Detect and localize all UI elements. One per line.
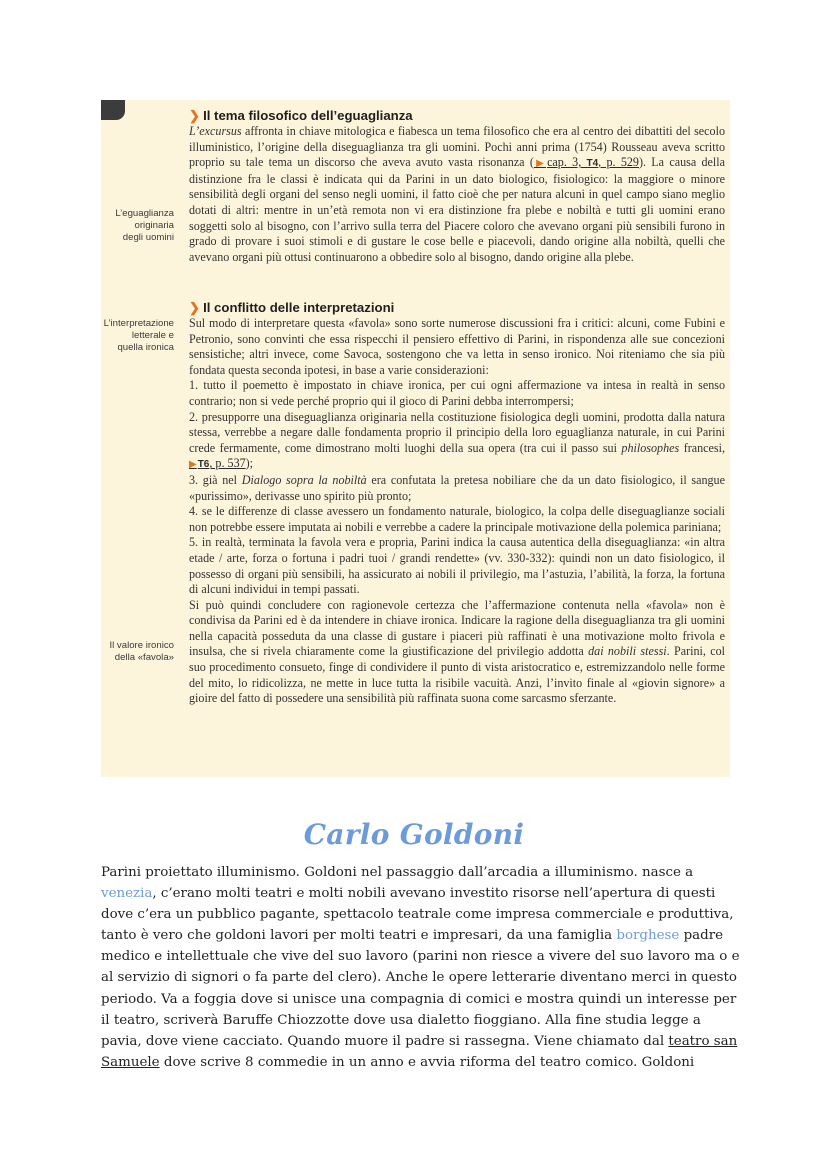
notes-line: Samuele dove scrive 8 commedie in un anno e avvia riforma del teatro comico. Goldoni (101, 1054, 695, 1070)
margin-note-ironic-value: Il valore ironico della «favola» (109, 640, 174, 663)
notes-line: medico e intellettuale che vive del suo lavoro (parini non riesce a vivere del suo lavoro ma o e (101, 949, 740, 965)
notes-line: dove c’era un pubblico pagante, spettacolo teatrale come impresa commerciale e produttiva, (101, 907, 734, 923)
section-title-interpretations: ❯ Il conflitto delle interpretazioni (189, 300, 395, 315)
notes-line: il teatro, scriverà Baruffe Chiozzotte dove usa dialetto fioggiano. Alla fine studia legge a (101, 1012, 701, 1028)
textbook-panel (101, 100, 730, 777)
chevron-right-icon: ❯ (189, 108, 201, 123)
section-equality (189, 107, 725, 265)
notes-line: tanto è vero che goldoni lavori per molti teatri e impresari, da una famiglia borghese padre (101, 928, 724, 944)
notes-body (101, 862, 740, 1073)
highlight-venezia: venezia (101, 886, 153, 902)
paragraph-equality: L’excursus affronta in chiave mitologica e fiabesca un tema filosofico che era al centro dei dibattiti del secolo illuministico, l’origine della diseguaglianza tra gli uomini. Pochi anni prima (1754) Rousseau aveva scritto proprio su tale tema un discorso che aveva avuto vasta risonanza (▶cap. 3, T4, p. 529). La causa della distinzione fra le classi è indicata qui da Parini in un dato biologico, fisiologico: la maggiore o minore sensibilità degli organi del senso negli uomini, il fatto cioè che per natura alcuni in quel campo siano meglio dotati di altri: mentre in un’età remota non vi era distinzione fra plebe e nobiltà e tutti gli uomini erano soggetti solo al bisogno, con l’arrivo sulla terra del Piacere coloro che avevano organi più sensibili furono in grado di provare i suoi stimoli e di gustare le cose belle e piacevoli, dando origine alla nobiltà, quelli che avevano organi più ottusi continuarono a obbedire solo al bisogno, dando origine alla plebe. (189, 124, 725, 264)
list-item-2: 2. presupporre una diseguaglianza originaria nella costituzione fisiologica degli uomini, prodotta dalla natura stessa, verrebbe a negare dalle fondamenta proprio il principio della loro eguaglianza naturale, in cui Parini crede fermamente, come dimostrano molti luoghi della sua opera (tra cui il passo sui philosophes francesi, ▶T6, p. 537); (189, 409, 725, 471)
section-interpretations (189, 299, 725, 707)
paragraph-conclusion: Si può quindi concludere con ragionevole certezza che l’affermazione contenuta nella «favola» non è condivisa da Parini ed è da intendere in chiave ironica. Indicare la ragione della diseguaglianza tra gli uomini nella capacità posseduta da una classe di gustare i piaceri più raffinati è una motivazione molto frivola e insulsa, che si rivela chiaramente come la giustificazione del privilegio addotta dai nobili stessi. Parini, col suo procedimento consueto, finge di condividere il punto di vista aristocratico e, estremizzandolo nelle forme del mito, lo ridicolizza, ne mette in luce tutta la risibile vacuità. Anzi, l’invito finale al «giovin signore» a gioire del fatto di possedere una sensibilità più raffinata suona come sarcasmo sferzante. (189, 597, 725, 706)
list-item-5: 5. in realtà, terminata la favola vera e propria, Parini indica la causa autentica della diseguaglianza: «in altra etade / arte, forza o fortuna i padri tuoi / grandi rendette» (vv. 330-332): quindi non un dato fisiologico, il possesso di organi più sensibili, ha assicurato ai nobili il privilegio, ma l’astuzia, l’abilità, la forza, la fortuna di alcuni individui in tempi passati. (189, 535, 725, 597)
notes-line: al servizio di signori o fa parte del clero). Anche le opere letterarie diventano merci in questo (101, 970, 737, 986)
play-triangle-icon: ▶ (189, 459, 197, 471)
notes-heading: Carlo Goldoni (303, 818, 525, 851)
notes-line: pavia, dove viene cacciato. Quando muore il padre si rassegna. Viene chiamato dal teatro san (101, 1033, 738, 1049)
notes-line: Parini proiettato illuminismo. Goldoni nel passaggio dall’arcadia a illuminismo. nasce a (101, 865, 694, 880)
play-triangle-icon: ▶ (533, 158, 547, 170)
cross-reference-link[interactable]: ▶T6, p. 537 (189, 456, 246, 471)
notes-line: periodo. Va a foggia dove si unisce una compagnia di comici e mostra quindi un interesse per (101, 991, 737, 1007)
cross-reference-link[interactable]: ▶cap. 3, T4, p. 529 (533, 155, 639, 170)
list-item-1: 1. tutto il poemetto è impostato in chiave ironica, per cui ogni affermazione va intesa in realtà in senso contrario; non si vede perché proprio qui il gioco di Parini debba interrompersi; (189, 378, 725, 408)
underlined-teatro-san: teatro san (668, 1033, 738, 1049)
notes-line: venezia, c’erano molti teatri e molti nobili avevano investito risorse nell’apertura di questi (101, 886, 716, 902)
margin-note-interpretation: L’interpretazione letterale e quella ironica (103, 318, 174, 353)
paragraph-intro: Sul modo di interpretare questa «favola» sono sorte numerose discussioni fra i critici: alcuni, come Fubini e Petronio, sono convinti che essa rispecchi il pensiero effettivo di Parini, in rispondenza alle sue concezioni sensistiche; altri invece, come Savoca, sostengono che va letta in senso ironico. Noi riteniamo che sia più fondata questa seconda ipotesi, in base a varie considerazioni: (189, 316, 725, 377)
list-item-3: 3. già nel Dialogo sopra la nobiltà era confutata la pretesa nobiliare che da un dato fisiologico, il sangue «purissimo», derivasse uno spirito più pronto; (189, 472, 725, 503)
underlined-samuele: Samuele (101, 1054, 160, 1070)
chevron-right-icon: ❯ (189, 300, 201, 315)
list-item-4: 4. se le differenze di classe avessero un fondamento naturale, biologico, la colpa delle diseguaglianze sociali non potrebbe essere imputata ai nobili e verrebbe a cadere la principale motivazione della polemica pariniana; (189, 504, 725, 534)
section-tab-marker (101, 100, 125, 120)
section-title-equality: ❯ Il tema filosofico dell’eguaglianza (189, 108, 413, 123)
highlight-borghese: borghese (616, 928, 680, 944)
margin-note-equality: L’eguaglianza originaria degli uomini (115, 208, 174, 243)
